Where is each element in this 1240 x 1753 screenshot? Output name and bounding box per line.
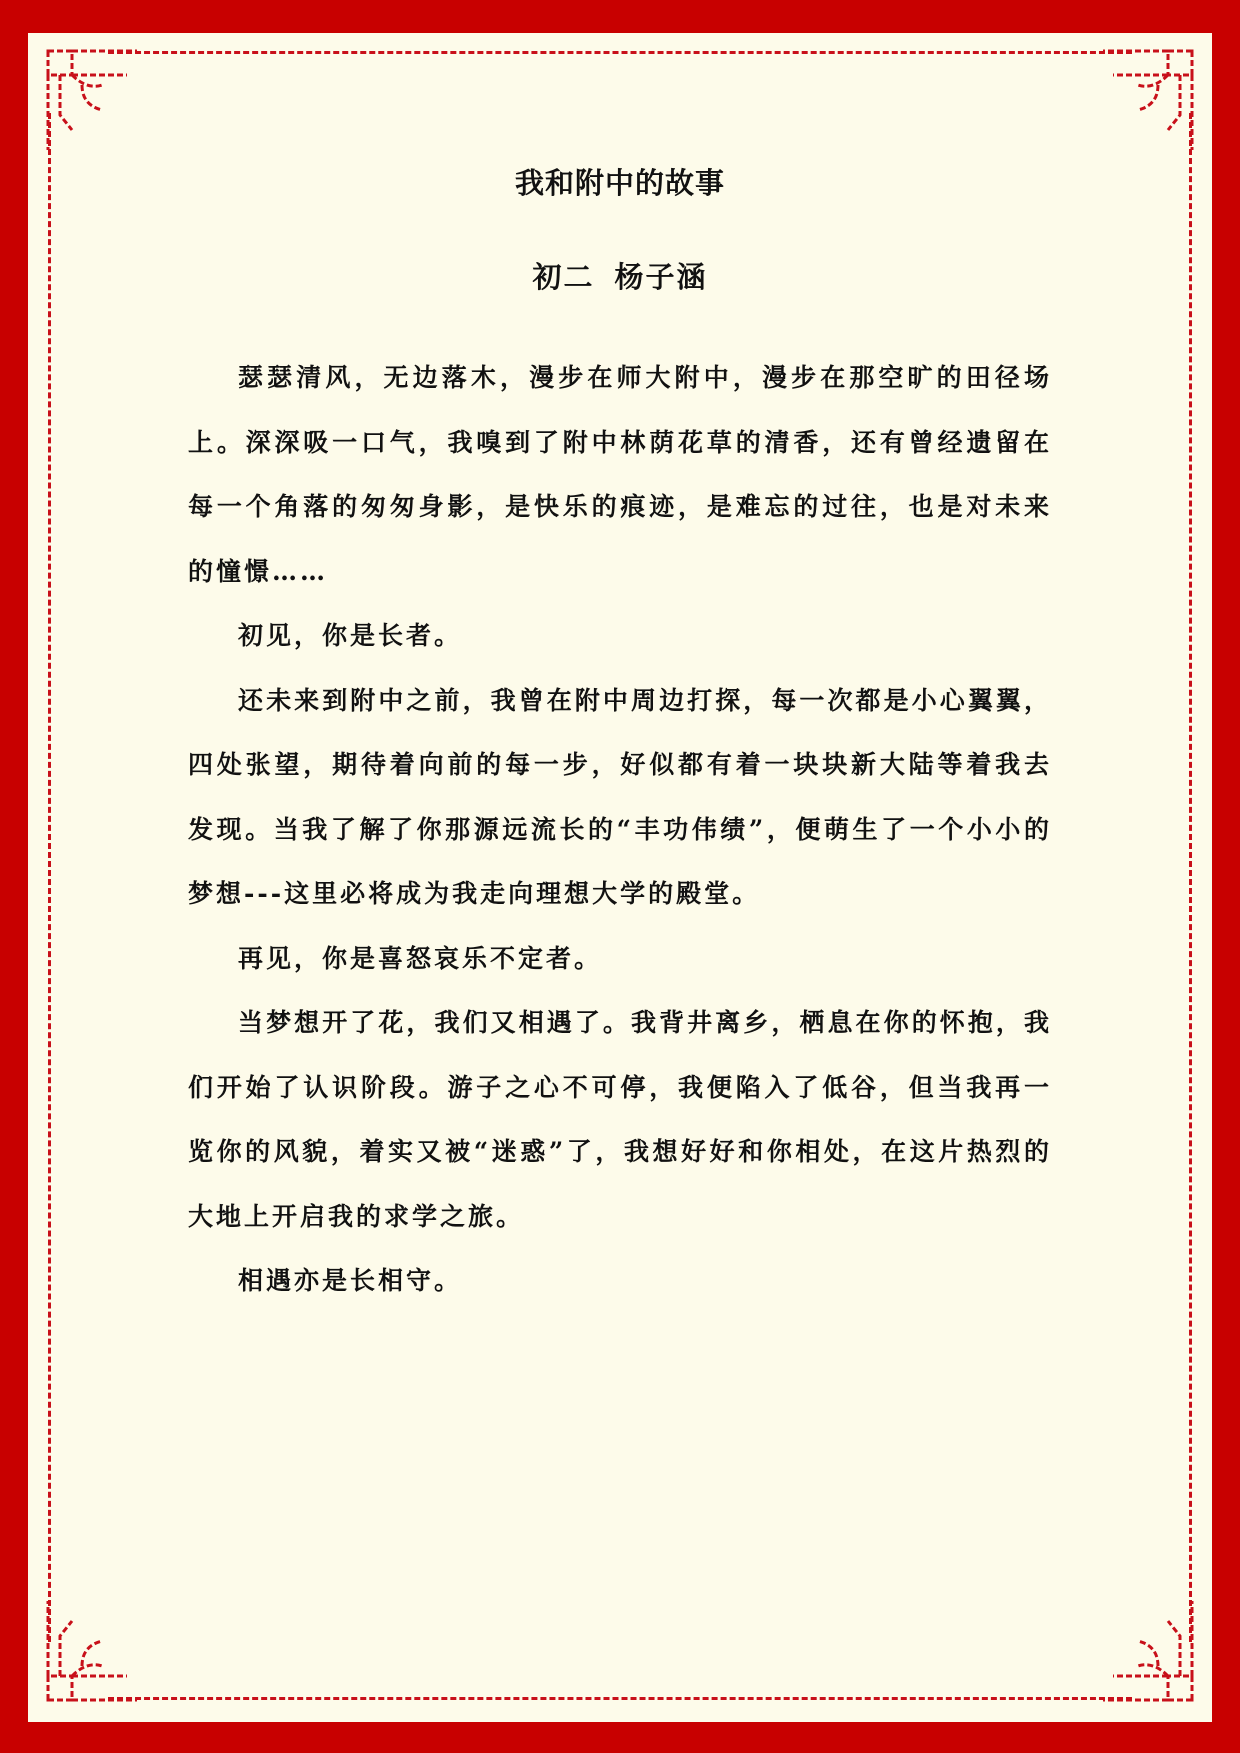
paragraph: 相遇亦是长相守。 — [238, 1266, 463, 1295]
decorative-frame-left — [48, 113, 51, 1642]
decorative-frame-bottom — [108, 1697, 1132, 1700]
corner-ornament-icon — [1088, 1596, 1198, 1706]
corner-ornament-icon — [42, 1596, 152, 1706]
decorative-frame-top — [108, 51, 1132, 54]
document-page — [28, 33, 1212, 1722]
paragraph: 瑟瑟清风，无边落木，漫步在师大附中，漫步在那空旷的田径场上。深深吸一口气，我嗅到了附中林荫花草的清香，还有曾经遗留在每一个角落的匆匆身影，是快乐的痕迹，是难忘的过往，也是对未来的憧憬…… — [188, 363, 1052, 586]
paragraph: 再见，你是喜怒哀乐不定者。 — [238, 943, 603, 973]
corner-ornament-icon — [42, 45, 152, 155]
corner-ornament-icon — [1088, 45, 1198, 155]
author-line: 初二 杨子涵 — [532, 260, 708, 294]
essay-body — [188, 346, 1052, 1314]
document-title: 我和附中的故事 — [514, 166, 725, 200]
paragraph: 初见，你是长者。 — [238, 621, 463, 650]
decorative-frame-right — [1189, 113, 1192, 1642]
paragraph: 还未来到附中之前，我曾在附中周边打探，每一次都是小心翼翼，四处张望，期待着向前的每一步，好似都有着一块块新大陆等着我去发现。当我了解了你那源远流长的“丰功伟绩”，便萌生了一个小小的梦想---这里必将成为我走向理想大学的殿堂。 — [188, 685, 1052, 908]
paragraph: 当梦想开了花，我们又相遇了。我背井离乡，栖息在你的怀抱，我们开始了认识阶段。游子之心不可停，我便陷入了低谷，但当我再一览你的风貌，着实又被“迷惑”了，我想好好和你相处，在这片热烈的大地上开启我的求学之旅。 — [188, 1008, 1052, 1231]
